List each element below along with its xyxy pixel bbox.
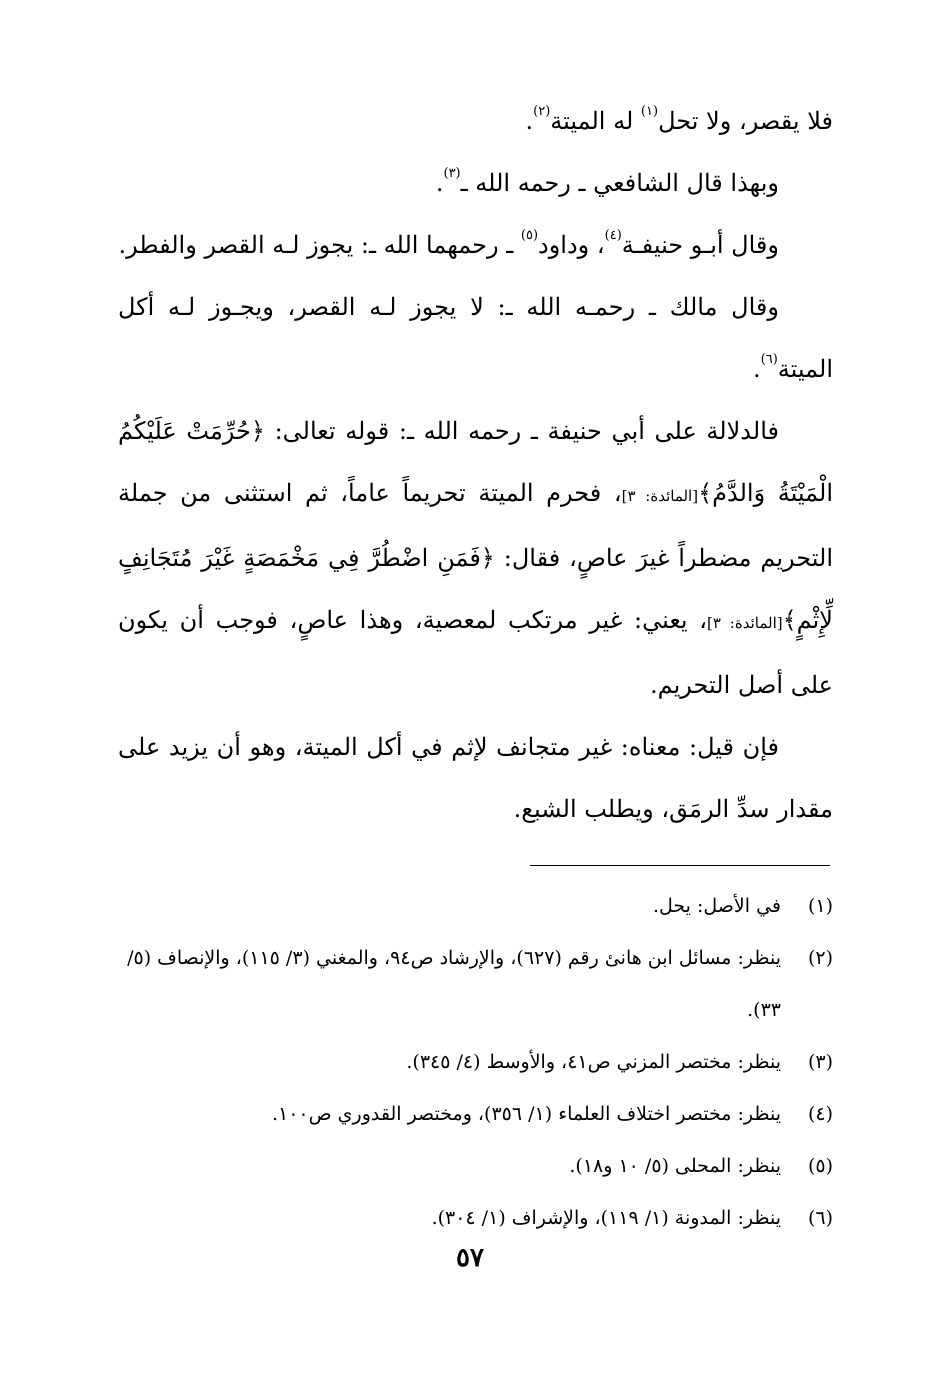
footnotes xyxy=(118,880,833,1244)
paragraph-2 xyxy=(118,152,833,214)
footnote-number: (٥) xyxy=(807,1155,833,1177)
paragraph-4 xyxy=(118,276,833,400)
text-run: فالدلالة على أبي حنيفة ـ رحمه الله ـ: قوله تعالى: xyxy=(264,417,779,445)
footnote-number: (١) xyxy=(807,895,833,917)
footnote-ref-4[interactable]: (٤) xyxy=(604,228,622,243)
text-run: له الميتة xyxy=(550,107,641,135)
verse-citation-1: [المائدة: ٣] xyxy=(621,487,699,505)
footnote-item xyxy=(118,1192,833,1244)
footnote-number: (٢) xyxy=(807,947,833,969)
text-run: ، فحرم الميتة تحريماً عاماً، ثم استثنى من جملة التحريم مضطراً غيرَ عاصٍ، فقال: xyxy=(118,479,833,572)
paragraph-1 xyxy=(118,90,833,152)
text-run: . xyxy=(435,169,444,197)
text-run: ـ رحمهما الله ـ: يجوز لـه القصر والفطر. xyxy=(118,231,521,259)
footnote-text: ينظر: المدونة (١/ ١١٩)، والإشراف (١/ ٣٠٤). xyxy=(431,1207,781,1229)
text-run: ، يعني: غير مرتكب لمعصية، وهذا عاصٍ، فوجب أن يكون على أصل التحريم. xyxy=(118,606,833,699)
footnote-text: ينظر: مسائل ابن هانئ رقم (٦٢٧)، والإرشاد ص٩٤، والمغني (٣/ ١١٥)، والإنصاف (٥/ ٣٣). xyxy=(127,947,781,1021)
footnote-text: ينظر: مختصر اختلاف العلماء (١/ ٣٥٦)، ومختصر القدوري ص١٠٠. xyxy=(271,1103,781,1125)
paragraph-6 xyxy=(118,716,833,840)
text-run: فلا يقصر، ولا تحل xyxy=(658,107,833,135)
text-run: . xyxy=(525,107,534,135)
text-run: ، وداود xyxy=(538,231,605,259)
footnote-number: (٤) xyxy=(807,1103,833,1125)
footnote-item xyxy=(118,1036,833,1088)
footnote-separator xyxy=(530,865,830,866)
verse-citation-2: [المائدة: ٣] xyxy=(707,614,783,632)
footnote-ref-6[interactable]: (٦) xyxy=(760,352,778,367)
quran-verse-1: ﴿حُرِّمَتْ عَلَيْكُمُ الْمَيْتَةُ وَالدَّمُ﴾ xyxy=(118,417,834,507)
text-run: وقال أبـو حنيفـة xyxy=(621,231,779,259)
text-run: فإن قيل: معناه: غير متجانف لإثم في أكل الميتة، وهو أن يزيد على مقدار سدِّ الرمَق، ويطلب الشبع. xyxy=(118,733,833,823)
footnote-ref-3[interactable]: (٣) xyxy=(443,166,461,181)
footnote-item xyxy=(118,932,833,1036)
footnote-ref-2[interactable]: (٢) xyxy=(533,104,551,119)
text-run: وقال مالك ـ رحمـه الله ـ: لا يجوز لـه القصر، ويجـوز لـه أكل الميتة xyxy=(118,293,833,383)
paragraph-3 xyxy=(118,214,833,276)
footnote-number: (٦) xyxy=(807,1207,833,1229)
main-text xyxy=(118,90,833,840)
quran-verse-2: ﴿فَمَنِ اضْطُرَّ فِي مَخْمَصَةٍ غَيْرَ مُتَجَانِفٍ لِّإِثْمٍ﴾ xyxy=(118,544,833,634)
footnote-text: ينظر: مختصر المزني ص٤١، والأوسط (٤/ ٣٤٥). xyxy=(406,1051,781,1073)
text-run: . xyxy=(753,355,761,383)
page-number: ٥٧ xyxy=(456,1243,484,1273)
paragraph-5 xyxy=(118,400,833,716)
footnote-item xyxy=(118,880,833,932)
footnote-item xyxy=(118,1140,833,1192)
footnote-text: في الأصل: يحل. xyxy=(652,895,781,917)
footnote-text: ينظر: المحلى (٥/ ١٠ و١٨). xyxy=(569,1155,781,1177)
footnote-ref-5[interactable]: (٥) xyxy=(520,228,539,243)
text-run: وبهذا قال الشافعي ـ رحمه الله ـ xyxy=(460,169,779,197)
footnote-number: (٣) xyxy=(807,1051,833,1073)
footnote-ref-1[interactable]: (١) xyxy=(640,104,659,119)
footnote-item xyxy=(118,1088,833,1140)
